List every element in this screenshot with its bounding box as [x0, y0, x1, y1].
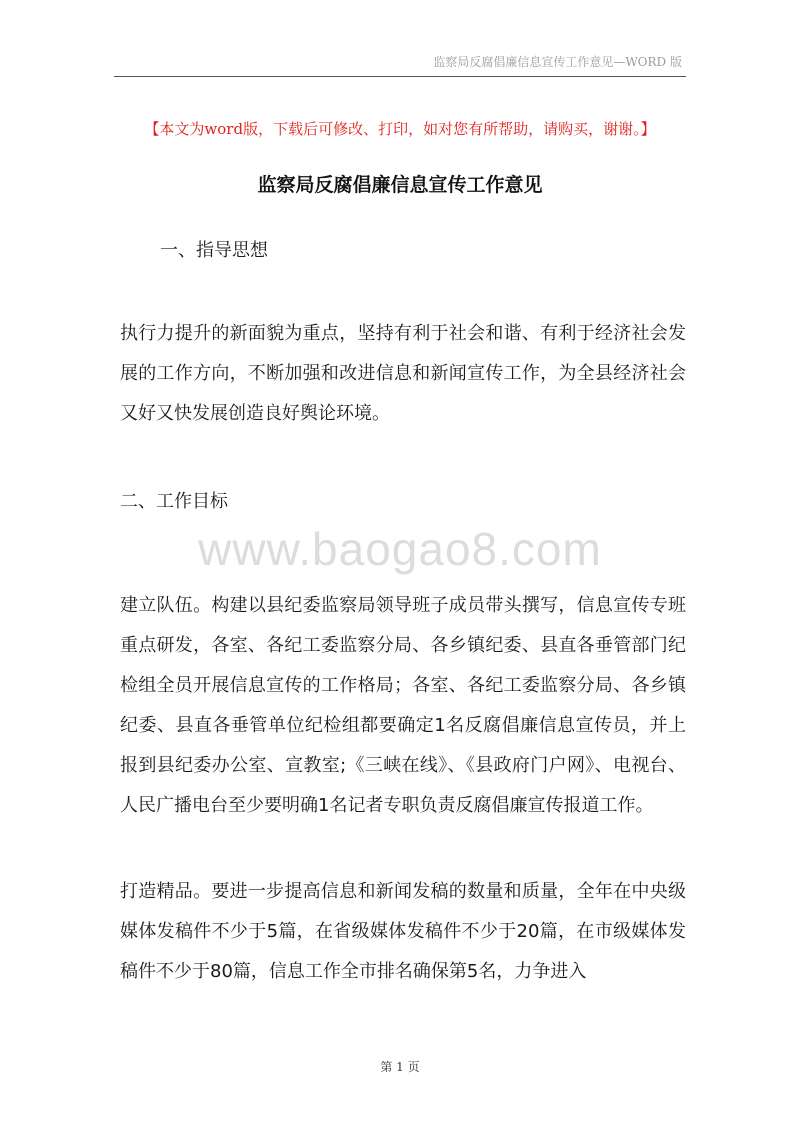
download-notice: 【本文为word版，下载后可修改、打印，如对您有所帮助，请购买，谢谢。】 [144, 120, 656, 138]
paragraph-guiding-thought: 执行力提升的新面貌为重点，坚持有利于社会和谐、有利于经济社会发展的工作方向，不断加强和改进信息和新闻宣传工作，为全县经济社会又好又快发展创造良好舆论环境。 [120, 323, 686, 424]
paragraph-create-quality: 打造精品。要进一步提高信息和新闻发稿的数量和质量，全年在中央级媒体发稿件不少于5篇，在省级媒体发稿件不少于20篇，在市级媒体发稿件不少于80篇，信息工作全市排名确保第5名，力争进入 [120, 881, 686, 982]
section-heading-guiding-thought: 一、指导思想 [160, 240, 268, 261]
running-header: 监察局反腐倡廉信息宣传工作意见—WORD 版 [433, 55, 682, 69]
header-divider [114, 76, 686, 77]
paragraph-build-team: 建立队伍。构建以县纪委监察局领导班子成员带头撰写，信息宣传专班重点研发，各室、各纪工委监察分局、各乡镇纪委、县直各垂管部门纪检组全员开展信息宣传的工作格局；各室、各纪工委监察分局、各乡镇纪委、县直各垂管单位纪检组都要确定1名反腐倡廉信息宣传员，并上报到县纪委办公室、宣教室;《三峡在线》、《县政府门户网》、电视台、人民广播电台至少要明确1名记者专职负责反腐倡廉宣传报道工作。 [120, 595, 686, 816]
document-title: 监察局反腐倡廉信息宣传工作意见 [257, 174, 543, 196]
section-heading-work-goals: 二、工作目标 [120, 491, 228, 512]
page-number: 第 1 页 [380, 1060, 420, 1074]
watermark-text: www.baogao8.com [198, 523, 602, 575]
